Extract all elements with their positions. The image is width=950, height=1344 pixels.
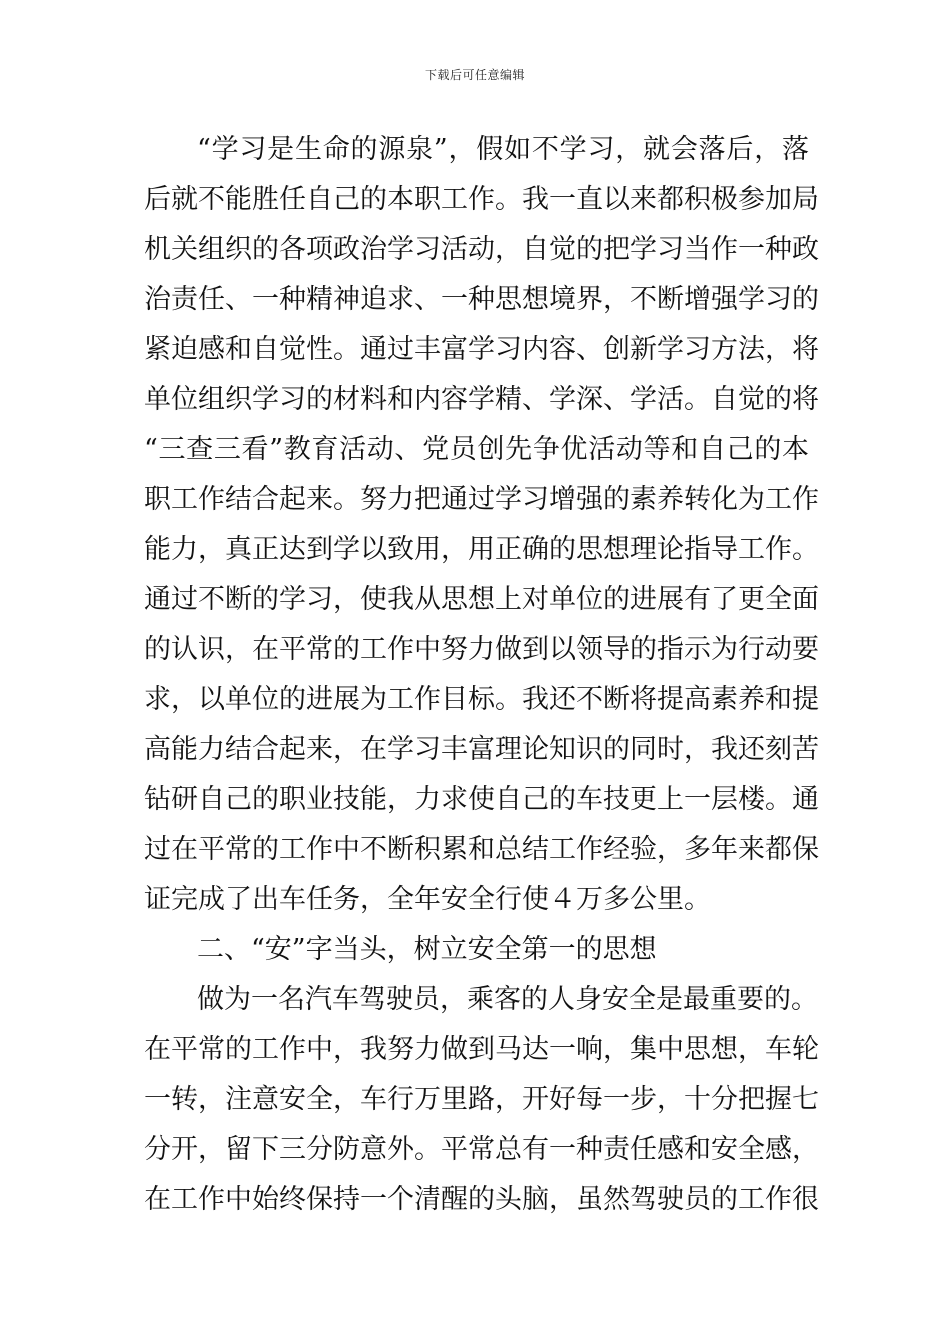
paragraph-line: 后就不能胜任自己的本职工作。我一直以来都积极参加局 <box>144 184 819 215</box>
paragraph-line: 能力，真正达到学以致用，用正确的思想理论指导工作。 <box>144 534 819 565</box>
paragraph-line: 的认识，在平常的工作中努力做到以领导的指示为行动要 <box>144 634 819 665</box>
paragraph-line: “学习是生命的源泉”，假如不学习，就会落后，落 <box>197 134 809 165</box>
paragraph-line: 治责任、一种精神追求、一种思想境界，不断增强学习的 <box>144 284 819 315</box>
paragraph-line: 职工作结合起来。努力把通过学习增强的素养转化为工作 <box>144 484 819 515</box>
paragraph-line: 做为一名汽车驾驶员，乘客的人身安全是最重要的。 <box>197 984 818 1015</box>
paragraph-line: 高能力结合起来，在学习丰富理论知识的同时，我还刻苦 <box>144 734 819 765</box>
paragraph-line: 一转，注意安全，车行万里路，开好每一步，十分把握七 <box>144 1084 819 1115</box>
paragraph-line: 分开，留下三分防意外。平常总有一种责任感和安全感， <box>144 1134 819 1165</box>
paragraph-line: 紧迫感和自觉性。通过丰富学习内容、创新学习方法，将 <box>144 334 819 365</box>
paragraph-line: 钻研自己的职业技能，力求使自己的车技更上一层楼。通 <box>144 784 819 815</box>
paragraph-line: 通过不断的学习，使我从思想上对单位的进展有了更全面 <box>144 584 819 615</box>
paragraph-line: 在工作中始终保持一个清醒的头脑，虽然驾驶员的工作很 <box>144 1184 819 1215</box>
paragraph-line: 机关组织的各项政治学习活动，自觉的把学习当作一种政 <box>144 234 819 265</box>
paragraph-line: 在平常的工作中，我努力做到马达一响，集中思想，车轮 <box>144 1034 819 1065</box>
paragraph-line: “三查三看”教育活动、党员创先争优活动等和自己的本 <box>144 434 809 465</box>
paragraph-line: 求，以单位的进展为工作目标。我还不断将提高素养和提 <box>144 684 819 715</box>
paragraph-line: 过在平常的工作中不断积累和总结工作经验，多年来都保 <box>144 834 819 865</box>
paragraph-line: 单位组织学习的材料和内容学精、学深、学活。自觉的将 <box>144 384 819 415</box>
page-header: 下载后可任意编辑 <box>424 68 525 82</box>
paragraph-line: 证完成了出车任务，全年安全行使４万多公里。 <box>144 884 711 915</box>
section-heading: 二、“安”字当头，树立安全第一的思想 <box>197 934 657 965</box>
